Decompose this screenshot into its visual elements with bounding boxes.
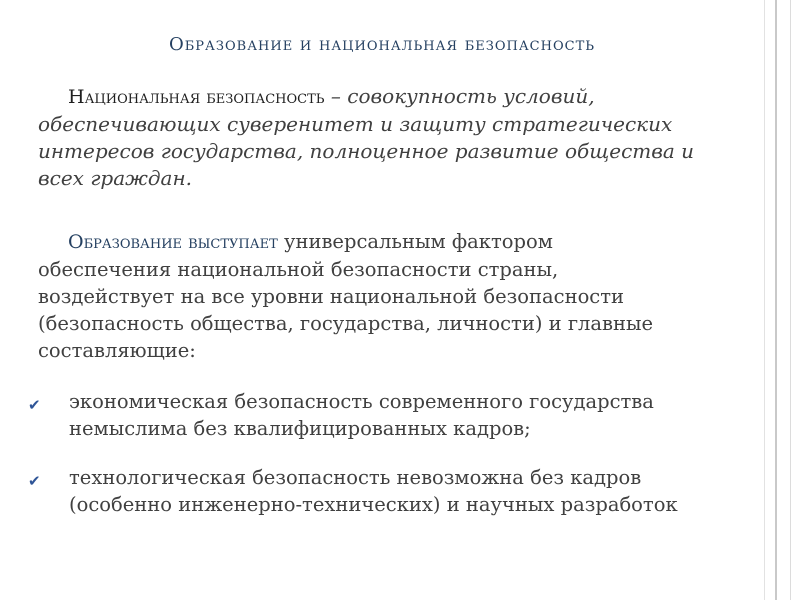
education-term: Образование выступает [68,231,278,253]
education-line-4: (безопасность общества, государства, личности) и главные [38,312,654,335]
bullet-line-1: экономическая безопасность современного государства [69,390,654,413]
slide-border-inner [764,0,765,600]
definition-line-3: интересов государства, полноценное развитие общества и [38,139,695,163]
definition-paragraph [38,83,738,192]
definition-line-1 [38,83,738,111]
education-text-1: универсальным фактором [277,230,553,253]
checkmark-icon: ✔ [28,396,41,414]
slide-border-outer [775,0,777,600]
definition-text-1: совокупность условий, [347,84,595,108]
education-paragraph [38,228,738,364]
slide-title: Образование и национальная безопасность [168,34,595,55]
education-line-1 [38,228,738,256]
definition-line-2: обеспечивающих суверенитет и защиту стратегических [38,112,673,136]
bullet-line-2: (особенно инженерно-технических) и научных разработок [69,493,678,516]
bullet-text [69,464,709,518]
definition-term: Национальная безопасность [68,86,325,108]
bullet-line-2: немыслима без квалифицированных кадров; [69,417,531,440]
definition-dash: – [324,84,348,108]
slide-border-thin [790,0,791,600]
bullet-text [69,388,709,442]
checkmark-icon: ✔ [28,472,41,490]
definition-line-4: всех граждан. [38,166,193,190]
bullet-line-1: технологическая безопасность невозможна без кадров [69,466,642,489]
education-line-3: воздействует на все уровни национальной безопасности [38,285,625,308]
education-line-2: обеспечения национальной безопасности страны, [38,258,559,281]
education-line-5: составляющие: [38,339,196,362]
